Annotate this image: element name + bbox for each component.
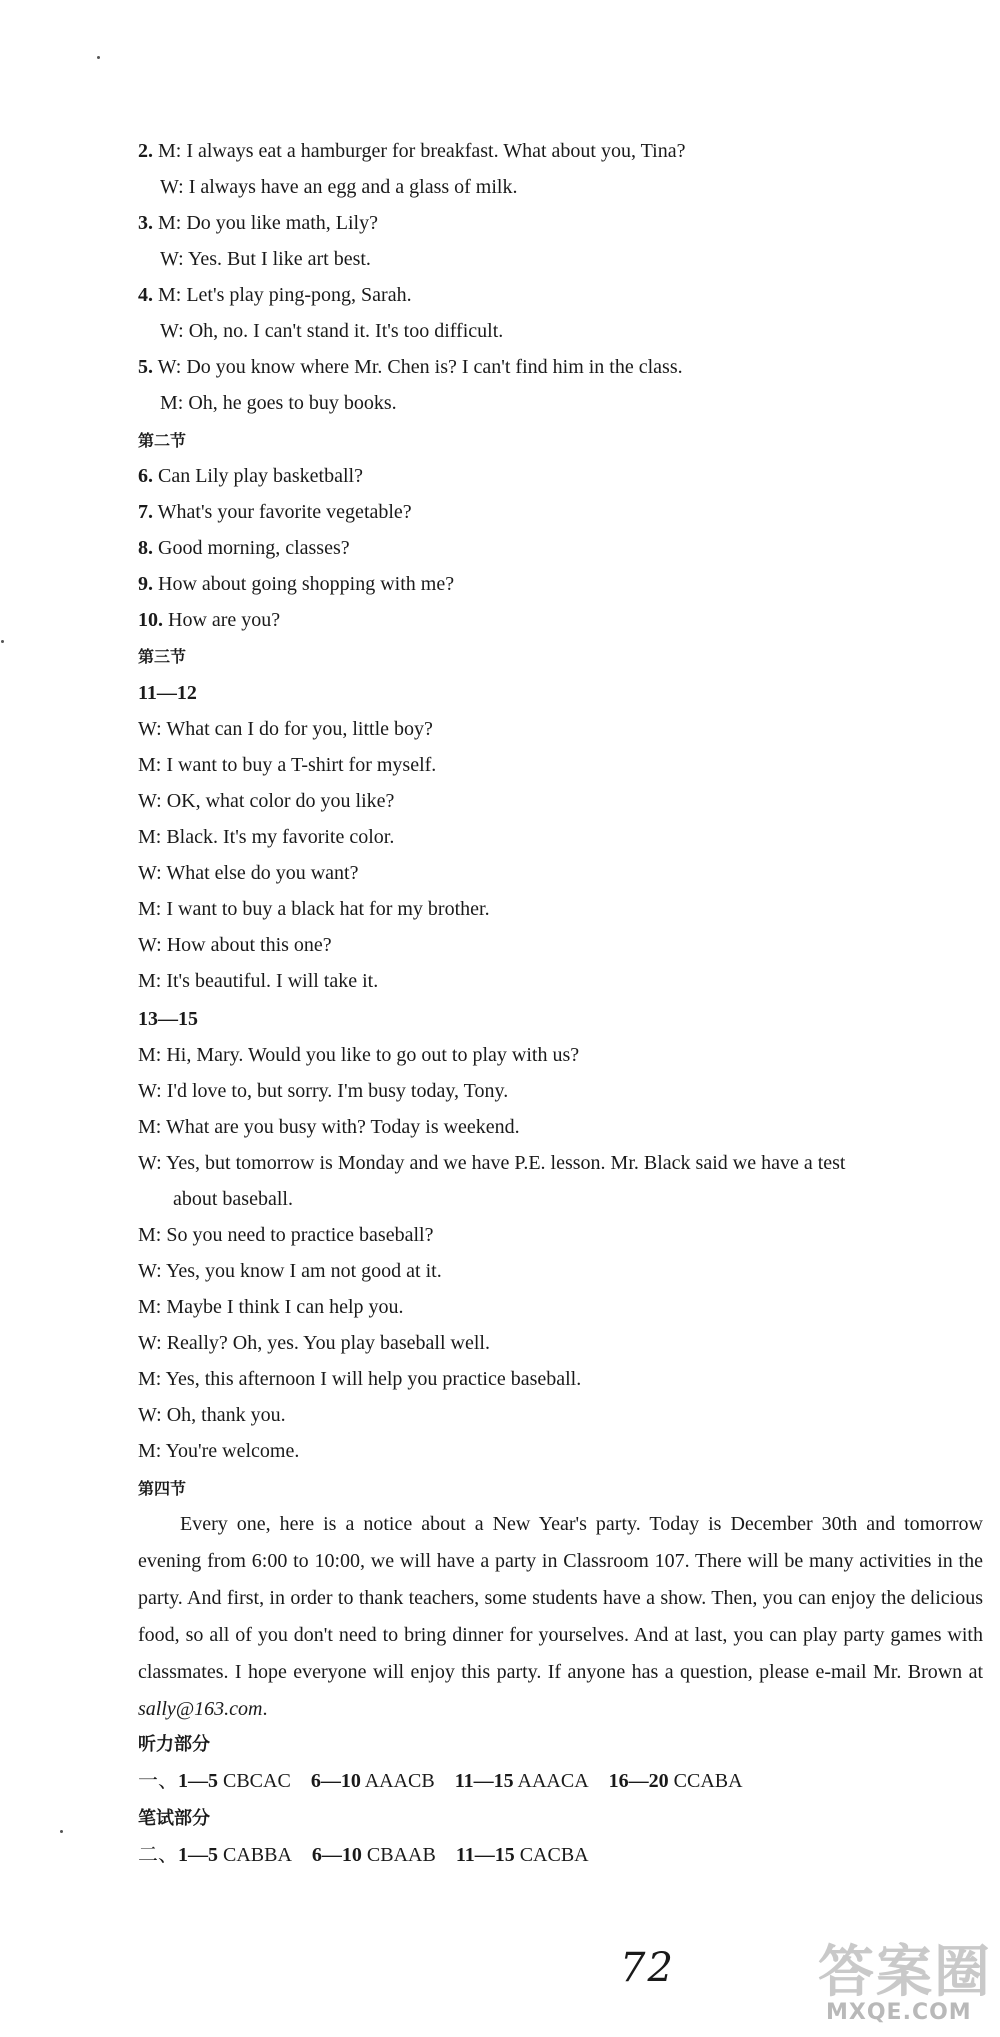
question-range: 13—15 xyxy=(138,1008,198,1030)
question-text: How about going shopping with me? xyxy=(153,573,455,595)
watermark-seal: 答案圈 xyxy=(818,1940,992,2005)
dialog-line: W: How about this one? xyxy=(138,934,332,956)
item-number: 4. xyxy=(138,284,153,306)
item-number: 6. xyxy=(138,465,153,487)
question-text: Can Lily play basketball? xyxy=(153,465,363,487)
notice-paragraph xyxy=(138,1506,983,1728)
scan-speck xyxy=(1,640,4,643)
dialog-line: M: Oh, he goes to buy books. xyxy=(160,392,397,414)
answer-range: 16—20 xyxy=(608,1770,669,1792)
dialog-line xyxy=(138,210,978,236)
answer-letters: CBAAB xyxy=(366,1844,436,1866)
notice-text: Every one, here is a notice about a New Year's party. Today is December 30th and tomorrow evening from 6:00 to 10:00, we will have a party in Classroom 107. There will be many activities in the party. And first, in order to thank teachers, some students have a show. Then, you can enjoy the delicious food, so all of you don't need to bring dinner for yourselves. And at last, you can play party games with classmates. I hope everyone will enjoy this party. If anyone has a question, please e-mail Mr. Brown at xyxy=(138,1513,983,1683)
dialog-line: W: Oh, thank you. xyxy=(138,1404,286,1426)
question-text: What's your favorite vegetable? xyxy=(153,501,412,523)
dialog-text: W: Do you know where Mr. Chen is? I can't find him in the class. xyxy=(153,356,683,378)
question-line xyxy=(138,571,978,597)
written-answers xyxy=(138,1842,978,1868)
section-heading: 第三节 xyxy=(138,647,187,666)
notice-end: . xyxy=(262,1698,268,1720)
watermark-site: MXQE.COM xyxy=(826,2000,972,2025)
dialog-line xyxy=(138,282,978,308)
question-text: Good morning, classes? xyxy=(153,537,350,559)
question-line xyxy=(138,607,978,633)
dialog-line: M: Black. It's my favorite color. xyxy=(138,826,395,848)
email-address: sally@163.com xyxy=(138,1698,263,1720)
dialog-line: M: It's beautiful. I will take it. xyxy=(138,970,379,992)
scan-speck xyxy=(97,56,100,59)
dialog-line: W: I'd love to, but sorry. I'm busy today, Tony. xyxy=(138,1080,509,1102)
question-range: 11—12 xyxy=(138,682,197,704)
part-prefix: 二、 xyxy=(138,1844,178,1866)
answer-range: 1—5 xyxy=(178,1844,218,1866)
answer-letters: AAACA xyxy=(517,1770,589,1792)
question-line xyxy=(138,463,978,489)
dialog-line: W: What can I do for you, little boy? xyxy=(138,718,433,740)
answer-letters: CBCAC xyxy=(223,1770,291,1792)
answer-range: 11—15 xyxy=(454,1770,514,1792)
answer-letters: CABBA xyxy=(223,1844,292,1866)
dialog-line: M: Maybe I think I can help you. xyxy=(138,1296,404,1318)
item-number: 5. xyxy=(138,356,153,378)
item-number: 9. xyxy=(138,573,153,595)
answer-letters: CCABA xyxy=(673,1770,743,1792)
section-heading: 第二节 xyxy=(138,431,187,450)
dialog-line: M: I want to buy a black hat for my brother. xyxy=(138,898,490,920)
part-prefix: 一、 xyxy=(138,1770,178,1792)
dialog-line: M: So you need to practice baseball? xyxy=(138,1224,434,1246)
dialog-line: W: Yes. But I like art best. xyxy=(160,248,371,270)
section-heading: 第四节 xyxy=(138,1479,187,1498)
answer-range: 6—10 xyxy=(310,1770,361,1792)
question-text: How are you? xyxy=(163,609,281,631)
answer-range: 6—10 xyxy=(311,1844,362,1866)
dialog-line: M: Hi, Mary. Would you like to go out to play with us? xyxy=(138,1044,580,1066)
item-number: 2. xyxy=(138,140,153,162)
dialog-text: M: Do you like math, Lily? xyxy=(153,212,378,234)
item-number: 10. xyxy=(138,609,163,631)
dialog-line: M: Yes, this afternoon I will help you practice baseball. xyxy=(138,1368,582,1390)
item-number: 3. xyxy=(138,212,153,234)
dialog-line: W: Yes, but tomorrow is Monday and we have P.E. lesson. Mr. Black said we have a test xyxy=(138,1152,846,1174)
dialog-line: M: You're welcome. xyxy=(138,1440,300,1462)
dialog-line: W: Really? Oh, yes. You play baseball well. xyxy=(138,1332,490,1354)
listening-heading: 听力部分 xyxy=(138,1734,210,1755)
answer-range: 11—15 xyxy=(455,1844,515,1866)
listening-answers xyxy=(138,1768,978,1794)
dialog-line: M: What are you busy with? Today is weekend. xyxy=(138,1116,520,1138)
written-heading: 笔试部分 xyxy=(138,1808,210,1829)
dialog-line xyxy=(138,138,978,164)
item-number: 7. xyxy=(138,501,153,523)
question-line xyxy=(138,535,978,561)
dialog-line: W: Yes, you know I am not good at it. xyxy=(138,1260,442,1282)
answer-letters: CACBA xyxy=(519,1844,589,1866)
dialog-line: W: What else do you want? xyxy=(138,862,359,884)
dialog-line: about baseball. xyxy=(173,1188,293,1210)
scan-speck xyxy=(60,1830,63,1833)
item-number: 8. xyxy=(138,537,153,559)
dialog-line: W: Oh, no. I can't stand it. It's too difficult. xyxy=(160,320,504,342)
question-line xyxy=(138,499,978,525)
answer-range: 1—5 xyxy=(178,1770,218,1792)
page-number: 72 xyxy=(620,1945,675,1991)
dialog-line: W: I always have an egg and a glass of milk. xyxy=(160,176,518,198)
dialog-line: W: OK, what color do you like? xyxy=(138,790,395,812)
dialog-text: M: I always eat a hamburger for breakfast. What about you, Tina? xyxy=(153,140,686,162)
dialog-line xyxy=(138,354,978,380)
answer-letters: AAACB xyxy=(364,1770,435,1792)
dialog-text: M: Let's play ping-pong, Sarah. xyxy=(153,284,412,306)
dialog-line: M: I want to buy a T-shirt for myself. xyxy=(138,754,437,776)
